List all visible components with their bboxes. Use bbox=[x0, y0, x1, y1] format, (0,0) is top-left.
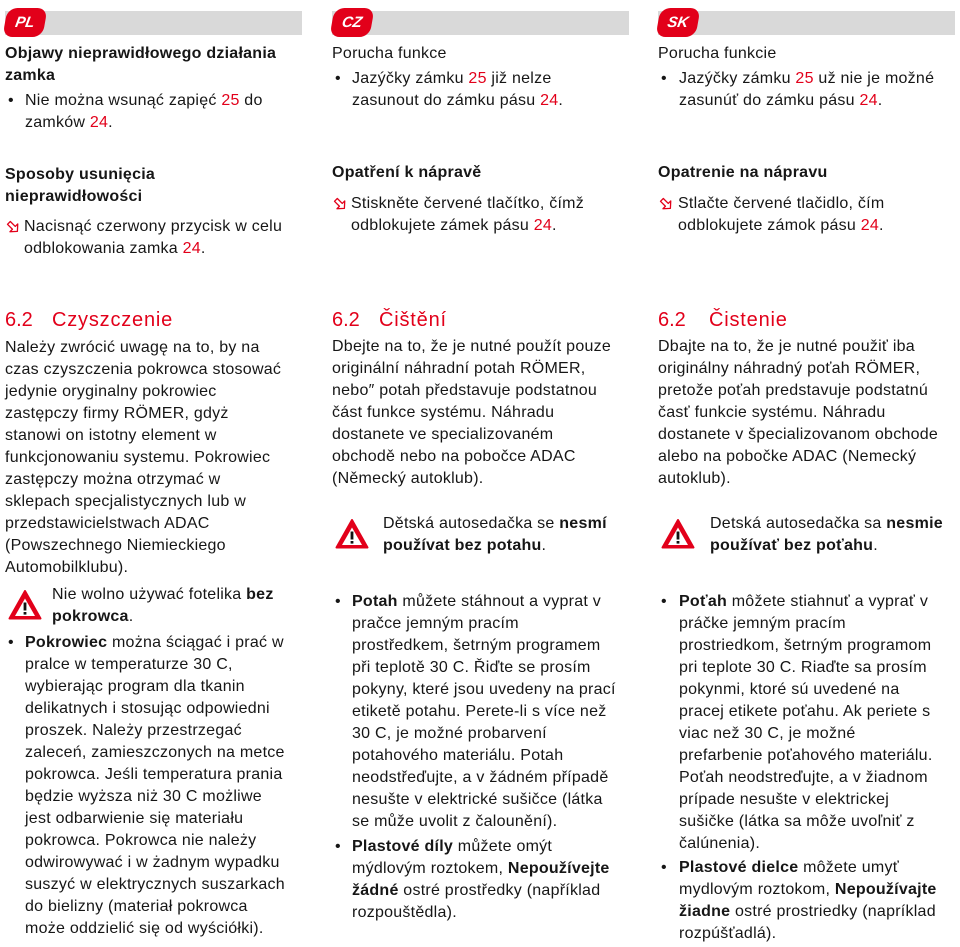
care-bullet bbox=[658, 857, 955, 945]
emphasis: Potah bbox=[352, 593, 398, 610]
part-number: 24 bbox=[859, 92, 878, 109]
text-segment: . bbox=[879, 217, 884, 234]
text-segment: . bbox=[552, 217, 557, 234]
text-line bbox=[352, 90, 629, 112]
bullet-text bbox=[25, 632, 302, 940]
text-segment: Nie wolno używać fotelika bbox=[52, 586, 247, 603]
language-header-bar bbox=[332, 11, 629, 35]
emphasis: Nepoužívejte bbox=[507, 860, 610, 877]
text-line: Należy zwrócić uwagę na to, by na bbox=[5, 339, 260, 356]
text-line: czas czyszczenia pokrowca stosować bbox=[5, 361, 282, 378]
text-line: neodstřeďujte, a v žádném případě bbox=[352, 769, 609, 786]
language-code: CZ bbox=[340, 14, 364, 31]
text-line: obchodě nebo na pobočce ADAC bbox=[332, 448, 576, 465]
text-line bbox=[383, 535, 629, 557]
text-line bbox=[710, 535, 955, 557]
text-line: zastępczy firmy RÖMER, gdyż bbox=[5, 405, 229, 422]
remedy-step-text bbox=[351, 193, 629, 237]
text-line: viac než 30 C, je možné bbox=[679, 725, 856, 742]
text-line: Poťah neodstreďujte, a v žiadnom bbox=[679, 769, 928, 786]
text-line: Objawy nieprawidłowego działania bbox=[5, 45, 277, 62]
emphasis: nesmie bbox=[886, 515, 943, 532]
text-line: delikatnych i stosując odpowiedni bbox=[25, 700, 270, 717]
text-line: 30 C, je možné probarvení bbox=[352, 725, 547, 742]
part-number: 24 bbox=[533, 217, 553, 234]
emphasis: Plastové dielce bbox=[679, 859, 799, 876]
text-segment: . bbox=[541, 537, 547, 554]
text-segment: Nie można wsunąć zapięć bbox=[25, 92, 222, 109]
text-line: prostriedkom, šetrným programom bbox=[679, 637, 932, 654]
text-segment: . bbox=[558, 92, 564, 109]
text-segment: mydlovým roztokom, bbox=[679, 881, 835, 898]
text-line bbox=[352, 858, 629, 880]
text-line: Nacisnąć czerwony przycisk w celu bbox=[24, 218, 283, 235]
bullet-text bbox=[679, 68, 955, 112]
text-line: (Powszechnego Niemieckiego bbox=[5, 537, 226, 554]
section-title: Czyszczenie bbox=[52, 309, 174, 331]
text-line: zamka bbox=[5, 67, 56, 84]
section-heading bbox=[5, 307, 302, 333]
care-bullet bbox=[332, 836, 629, 924]
text-line: originálny náhradný poťah RÖMER, bbox=[658, 360, 921, 377]
bullet-text bbox=[352, 836, 629, 924]
text-line: při teplotě 30 C. Řiďte se prosím bbox=[352, 659, 591, 676]
part-number: 25 bbox=[795, 70, 814, 87]
emphasis: bez bbox=[246, 586, 274, 603]
text-line: pri teplote 30 C. Riaďte sa prosím bbox=[679, 659, 927, 676]
text-line bbox=[351, 215, 629, 237]
language-tag bbox=[329, 8, 374, 37]
text-line bbox=[52, 584, 302, 606]
text-line: Porucha funkce bbox=[332, 45, 447, 62]
text-segment: . bbox=[873, 537, 878, 554]
text-line: (Německý autoklub). bbox=[332, 470, 484, 487]
text-line bbox=[25, 90, 302, 112]
warning-text bbox=[383, 513, 629, 557]
column-sk bbox=[658, 0, 955, 947]
warning-icon bbox=[661, 518, 695, 549]
emphasis: používať bez poťahu bbox=[710, 537, 874, 554]
section-heading bbox=[658, 307, 955, 333]
emphasis: Pokrowiec bbox=[25, 634, 108, 651]
section-heading bbox=[332, 307, 629, 333]
text-line: suszyć w elektrycznych suszarkach bbox=[25, 876, 285, 893]
text-line: čalúnenia). bbox=[679, 835, 761, 852]
language-code: SK bbox=[666, 14, 690, 31]
emphasis: používat bez potahu bbox=[383, 537, 542, 554]
intro-paragraph bbox=[332, 336, 629, 490]
text-line bbox=[679, 857, 955, 879]
text-segment: Jazýčky zámku bbox=[679, 70, 796, 87]
warning-note bbox=[5, 584, 302, 628]
remedy-step bbox=[5, 216, 302, 260]
language-tag bbox=[2, 8, 47, 37]
column-pl bbox=[5, 0, 302, 947]
text-line: Opatření k nápravě bbox=[332, 164, 482, 181]
text-line bbox=[25, 632, 302, 654]
text-line: sušičke (látka sa môže uvoľniť z bbox=[679, 813, 915, 830]
text-line bbox=[352, 68, 629, 90]
bullet-text bbox=[352, 591, 629, 833]
text-segment: odblokujete zámok pásu bbox=[678, 217, 861, 234]
section-title: Čištění bbox=[379, 309, 447, 331]
text-line: Opatrenie na nápravu bbox=[658, 164, 828, 181]
part-number: 24 bbox=[860, 217, 880, 234]
text-segment: zamków bbox=[25, 114, 90, 131]
text-line: pokrowca. Pokrowca nie należy bbox=[25, 832, 257, 849]
text-line bbox=[679, 901, 955, 923]
text-line: časť funkcie systému. Náhradu bbox=[658, 404, 886, 421]
text-line: nesušte v elektrické sušičce (látka bbox=[352, 791, 603, 808]
arrow-icon bbox=[659, 197, 674, 212]
text-segment: . bbox=[108, 114, 113, 131]
remedy-title bbox=[332, 162, 629, 184]
section-number: 6.2 bbox=[5, 309, 33, 331]
emphasis: žádné bbox=[352, 882, 399, 899]
text-segment: ostré prostředky (například bbox=[398, 882, 601, 899]
intro-paragraph bbox=[5, 337, 302, 579]
text-line: práčke jemným pracím bbox=[679, 615, 846, 632]
fault-bullet bbox=[5, 90, 302, 134]
text-segment: . bbox=[128, 608, 134, 625]
text-line: może oddzielić się od wyściółki). bbox=[25, 920, 264, 937]
text-line: alebo na pobočke ADAC (Nemecký bbox=[658, 448, 917, 465]
warning-note bbox=[332, 513, 629, 557]
part-number: 24 bbox=[182, 240, 201, 257]
text-segment: . bbox=[877, 92, 883, 109]
emphasis: Nepoužívajte bbox=[834, 881, 937, 898]
section-number: 6.2 bbox=[332, 309, 360, 331]
column-cz bbox=[332, 0, 629, 947]
fault-title bbox=[658, 43, 955, 65]
warning-icon bbox=[335, 518, 369, 549]
text-line: jedynie oryginalny pokrowiec bbox=[5, 383, 217, 400]
text-line bbox=[678, 215, 955, 237]
remedy-title bbox=[658, 162, 955, 184]
text-line: Automobilklubu). bbox=[5, 559, 129, 576]
text-segment: môžete umyť bbox=[798, 859, 899, 876]
text-line bbox=[679, 68, 955, 90]
text-line: Dbajte na to, že je nutné použiť iba bbox=[658, 338, 915, 355]
text-line: pralce w temperaturze 30 C, bbox=[25, 656, 233, 673]
text-line bbox=[679, 591, 955, 613]
text-line: Dbejte na to, že je nutné použít pouze bbox=[332, 338, 612, 355]
text-line: stanowi on istotny element w bbox=[5, 427, 217, 444]
text-segment: mýdlovým roztokem, bbox=[352, 860, 508, 877]
text-line bbox=[679, 90, 955, 112]
text-line: nieprawidłowości bbox=[5, 188, 143, 205]
text-segment: zasunúť do zámku pásu bbox=[679, 92, 860, 109]
text-segment: můžete omýt bbox=[453, 838, 553, 855]
arrow-icon bbox=[6, 220, 21, 235]
bullet-text bbox=[25, 90, 302, 134]
text-line: pretože poťah predstavuje podstatnú bbox=[658, 382, 929, 399]
section-title: Čistenie bbox=[709, 309, 788, 331]
text-line bbox=[679, 879, 955, 901]
part-number: 24 bbox=[540, 92, 559, 109]
text-segment: można ściągać i prać w bbox=[107, 634, 284, 651]
text-line: funkcjonowaniu systemu. Pokrowiec bbox=[5, 449, 271, 466]
text-line: do bielizny (materiał pokrowca bbox=[25, 898, 248, 915]
text-line: pracej etikete poťahu. Ak periete s bbox=[679, 703, 931, 720]
text-line: przedstawicielstwach ADAC bbox=[5, 515, 210, 532]
text-line bbox=[352, 591, 629, 613]
text-segment: zasunout do zámku pásu bbox=[352, 92, 541, 109]
text-line: zaleceń, zamieszczonych na metce bbox=[25, 744, 285, 761]
text-segment: Dětská autosedačka se bbox=[383, 515, 560, 532]
arrow-icon bbox=[333, 197, 348, 212]
care-bullet bbox=[5, 632, 302, 940]
part-number: 25 bbox=[468, 70, 487, 87]
text-segment: už nie je možné bbox=[813, 70, 935, 87]
text-segment: již nelze bbox=[486, 70, 552, 87]
text-line: Porucha funkcie bbox=[658, 45, 777, 62]
warning-icon bbox=[8, 589, 42, 620]
language-tag bbox=[655, 8, 700, 37]
fault-title bbox=[332, 43, 629, 65]
text-line: Stlačte červené tlačidlo, čím bbox=[678, 195, 885, 212]
text-segment: odblokujete zámek pásu bbox=[351, 217, 534, 234]
section-number: 6.2 bbox=[658, 309, 686, 331]
text-line bbox=[352, 880, 629, 902]
text-segment: odblokowania zamka bbox=[24, 240, 183, 257]
text-line: etiketě potahu. Perete-li s více než bbox=[352, 703, 607, 720]
language-header-bar bbox=[658, 11, 955, 35]
warning-text bbox=[710, 513, 955, 557]
text-line: wybierając program dla tkanin bbox=[25, 678, 245, 695]
text-line: rozpúšťadlá). bbox=[679, 925, 777, 942]
text-line: část funkce systému. Náhradu bbox=[332, 404, 555, 421]
part-number: 25 bbox=[221, 92, 240, 109]
text-line bbox=[352, 836, 629, 858]
warning-text bbox=[52, 584, 302, 628]
text-line: originální náhradní potah RÖMER, bbox=[332, 360, 586, 377]
text-line: zastępczy można otrzymać w bbox=[5, 471, 221, 488]
text-line: se může uvolit z čalounění). bbox=[352, 813, 558, 830]
text-line: autoklub). bbox=[658, 470, 731, 487]
fault-bullet bbox=[332, 68, 629, 112]
text-segment: Jazýčky zámku bbox=[352, 70, 469, 87]
text-line: rozpouštědla). bbox=[352, 904, 457, 921]
remedy-step-text bbox=[678, 193, 955, 237]
text-line: będzie wyższa niż 30 C możliwe bbox=[25, 788, 262, 805]
text-segment: Detská autosedačka sa bbox=[710, 515, 887, 532]
bullet-text bbox=[679, 857, 955, 945]
text-line: Sposoby usunięcia bbox=[5, 166, 156, 183]
text-line: prefarbenie poťahového materiálu. bbox=[679, 747, 933, 764]
care-bullet bbox=[658, 591, 955, 855]
text-line: pokrowca. Jeśli temperatura prania bbox=[25, 766, 283, 783]
fault-bullet bbox=[658, 68, 955, 112]
emphasis: nesmí bbox=[559, 515, 607, 532]
warning-note bbox=[658, 513, 955, 557]
text-line bbox=[24, 238, 302, 260]
remedy-step bbox=[658, 193, 955, 237]
text-segment: . bbox=[200, 240, 206, 257]
text-segment: do bbox=[239, 92, 263, 109]
text-line: pokynmi, ktoré sú uvedené na bbox=[679, 681, 900, 698]
emphasis: žiadne bbox=[679, 903, 731, 920]
text-line: dostanete v špecializovanom obchode bbox=[658, 426, 939, 443]
text-line bbox=[25, 112, 302, 134]
text-line: proszek. Należy przestrzegać bbox=[25, 722, 242, 739]
fault-title bbox=[5, 43, 302, 87]
text-line: odwirowywać i w żadnym wypadku bbox=[25, 854, 280, 871]
emphasis: Plastové díly bbox=[352, 838, 454, 855]
part-number: 24 bbox=[89, 114, 109, 131]
text-line bbox=[383, 513, 629, 535]
text-line: prostředkem, šetrným programem bbox=[352, 637, 601, 654]
text-line bbox=[710, 513, 955, 535]
text-line: pokyny, které jsou uvedeny na prací bbox=[352, 681, 616, 698]
text-segment: ostré prostriedky (napríklad bbox=[730, 903, 936, 920]
text-line: Stiskněte červené tlačítko, čímž bbox=[351, 195, 584, 212]
text-line: prípade nesušte v elektrickej bbox=[679, 791, 890, 808]
text-line: potahového materiálu. Potah bbox=[352, 747, 564, 764]
bullet-text bbox=[352, 68, 629, 112]
text-segment: môžete stiahnuť a vyprať v bbox=[727, 593, 929, 610]
text-line: sklepach specjalistycznych lub w bbox=[5, 493, 246, 510]
text-line: dostanete ve specializovaném bbox=[332, 426, 554, 443]
emphasis: Poťah bbox=[679, 593, 728, 610]
language-code: PL bbox=[13, 14, 37, 31]
remedy-step-text bbox=[24, 216, 302, 260]
text-line bbox=[52, 606, 302, 628]
text-line: jest odbarwienie się materiału bbox=[25, 810, 244, 827]
text-line: nebo″ potah představuje podstatnou bbox=[332, 382, 598, 399]
remedy-title bbox=[5, 164, 302, 208]
text-segment: můžete stáhnout a vyprat v bbox=[397, 593, 601, 610]
intro-paragraph bbox=[658, 336, 955, 490]
care-bullet bbox=[332, 591, 629, 833]
emphasis: pokrowca bbox=[52, 608, 129, 625]
text-line: pračce jemným pracím bbox=[352, 615, 519, 632]
bullet-text bbox=[679, 591, 955, 855]
remedy-step bbox=[332, 193, 629, 237]
language-header-bar bbox=[5, 11, 302, 35]
